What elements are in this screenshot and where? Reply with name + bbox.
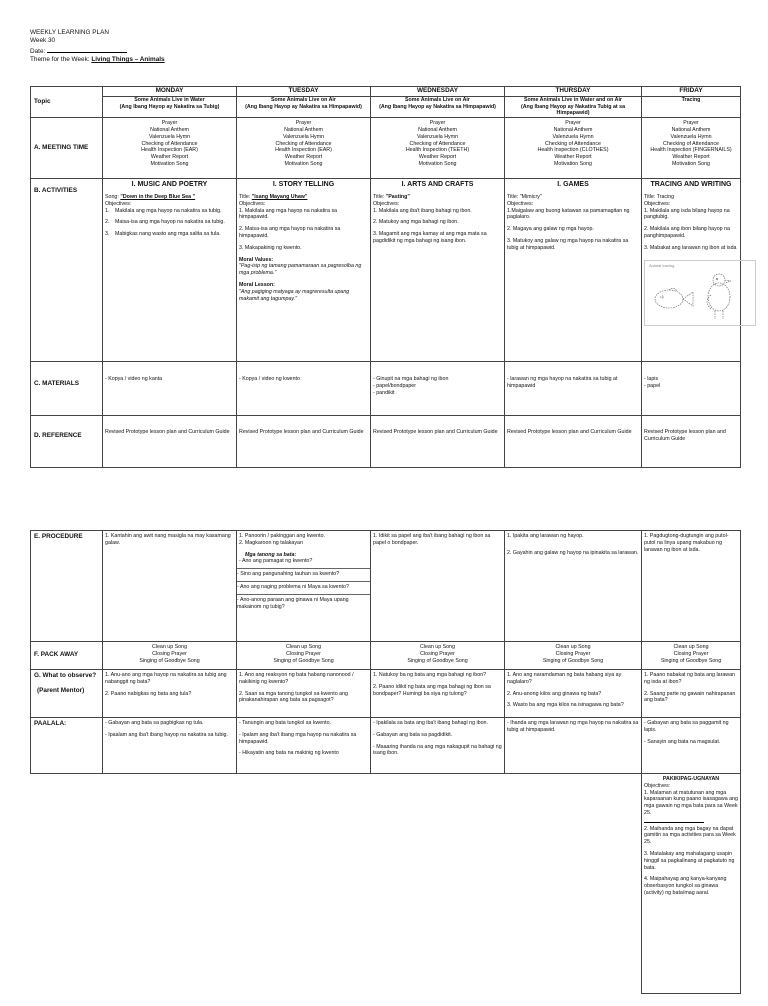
meeting-label: A. MEETING TIME bbox=[31, 118, 103, 179]
tuesday-paalala: - Tanungin ang bata tungkol sa kwento. - Ipalam ang iba't ibang mga hayop na nakatira sa himpapawid. - Hikayatin ang bata na makinig ng kwento bbox=[237, 718, 371, 774]
tuesday-procedure: 1. Panoorin / pakinggan ang kwento. 2. Magkaroon ng talakayan Mga tanong sa bata: - Ano ang pamagat ng kwento? - Sino ang pangunahing tauhan sa kwento? - Ano ang naging problema ni Maya sa kwento? - Ano-anong paraan ang ginawa ni Maya upang makainom ng tubig? bbox=[237, 531, 371, 642]
paalala-label: PAALALA: bbox=[31, 718, 103, 774]
wednesday-packaway: Clean up Song Closing Prayer Singing of Goodbye Song bbox=[371, 642, 505, 670]
theme-line: Theme for the Week: Living Things – Animals bbox=[30, 56, 165, 64]
procedure-row bbox=[31, 531, 741, 642]
paalala-row bbox=[31, 718, 741, 774]
wednesday-observe: 1. Natukoy ba ng bata ang mga bahagi ng ibon? 2. Paano idikit ng bata ang mga bahagi ng ibon sa bondpaper? Humingi ba siya ng tulong? bbox=[371, 670, 505, 718]
tuesday-packaway: Clean up Song Closing Prayer Singing of Goodbye Song bbox=[237, 642, 371, 670]
thursday-procedure: 1. Ipakita ang larawan ng hayop. 2. Gayahin ang galaw ng hayop na ipinakita sa larawan. bbox=[505, 531, 642, 642]
thursday-observe: 1. Ano ang naramdaman ng bata habang siya ay naglalaro? 2. Anu-anong kilos ang ginawa ng bata? 3. Wasto ba ang mga kilos na isinagawa ng bata? bbox=[505, 670, 642, 718]
monday-observe: 1. Anu-ano ang mga hayop na nakatira sa tubig ang nabanggit ng bata? 2. Paano nabigkas ng bata ang tula? bbox=[103, 670, 237, 718]
packaway-label: F. PACK AWAY bbox=[31, 642, 103, 670]
friday-activity: TRACING AND WRITING Title: Tracing Objectives: 1. Makilala ang isda bilang hayop na pangtubig. 2. Makilala ang ibon bilang hayop na panghimpapawid. 3. Mabakat ang larawan ng ibon at isda Animal tracing bbox=[642, 179, 741, 362]
monday-materials: - Kopya / video ng kanta bbox=[103, 362, 237, 416]
plan-title: WEEKLY LEARNING PLAN bbox=[30, 29, 109, 36]
materials-label: C. MATERIALS bbox=[31, 362, 103, 416]
wednesday-materials: - Ginupit na mga bahagi ng ibon - papel/bondpaper - pandikit bbox=[371, 362, 505, 416]
friday-activity-title: TRACING AND WRITING bbox=[650, 181, 732, 189]
monday-packaway: Clean up Song Closing Prayer Singing of Goodbye Song bbox=[103, 642, 237, 670]
monday-topic: MONDAY Some Animals Live in Water (Ang Ibang Hayop ay Nakatira sa Tubig) bbox=[103, 87, 237, 118]
pakikipag-ugnayan-box: PAKIKIPAG-UGNAYAN Objectives: 1. Malaman at matutunan ang mga kaparaanan kung paano isasagawa ang mga gawain ng mga bata para sa Week 25. 2. Maihanda ang mga bagay na dapat gamitin sa mga activities para sa Week 25. 3. Matalakay ang mahalagang usapin hinggil sa pagkalinang at pagkatuto ng bata. 4. Maipahayag ang kanya-kanyang obserbasyon tungkol sa ginawa (activity) ng bata/mag aaral. bbox=[642, 774, 741, 994]
craft-title: "Pasting" bbox=[385, 193, 410, 200]
reference-row bbox=[31, 416, 741, 468]
tuesday-activity: I. STORY TELLING Title: "Isang Mayang Uhaw" Objectives: 1. Makilala ang mga hayop na nakatira sa himpapawid. 2. Maisa-isa ang mga hayop na nakatira sa himpapawid. 3. Makapakinig ng kwento. Moral Values: "Pag-isip ng tamang pamamaraan sa pagresolba ng mga problema." Moral Lesson: "Ang pagiging matyaga ay magreresulta upang makamit ang tagumpay." bbox=[237, 179, 371, 362]
wednesday-paalala: - Ipakilala sa bata ang iba't ibang bahagi ng ibon. - Gabayan ang bata sa pagdidikit. - Maaaring ihanda na ang mga nakagupit na bahagi ng isang ibon. bbox=[371, 718, 505, 774]
friday-paalala: - Gabayan ang bata sa paggamit ng lapis. - Sanayin ang bata na magsulat. bbox=[642, 718, 741, 774]
monday-reference: Revised Prototype lesson plan and Curriculum Guide bbox=[103, 416, 237, 468]
topic-label: Topic bbox=[31, 87, 103, 118]
friday-observe: 1. Paano nabakat ng bata ang larawan ng isda at ibon? 2. Saang parte ng gawain nahirapanan ang bata? bbox=[642, 670, 741, 718]
monday-procedure: 1. Kantahin ang awit nang masigla na may kasamang galaw. bbox=[103, 531, 237, 642]
monday-meeting: Prayer National Anthem Valenzuela Hymn Checking of Attendance Health Inspection (EAR) Weather Report Motivation Song bbox=[103, 118, 237, 179]
wednesday-activity: I. ARTS AND CRAFTS Title: "Pasting" Objectives: 1. Makilala ang iba't ibang bahagi ng ibon. 2. Matukoy ang mga bahagi ng ibon. 3. Magamit ang mga kamay at ang mga mata sa pagdidikit ng mga bahagi ng isang ibon. bbox=[371, 179, 505, 362]
wednesday-reference: Revised Prototype lesson plan and Curriculum Guide bbox=[371, 416, 505, 468]
friday-packaway: Clean up Song Closing Prayer Singing of Goodbye Song bbox=[642, 642, 741, 670]
monday-activity-title: I. MUSIC AND POETRY bbox=[131, 181, 208, 189]
procedure-label: E. PROCEDURE bbox=[31, 531, 103, 642]
thursday-paalala: - Ihanda ang mga larawan ng mga hayop na nakatira sa tubig at himpapawid. bbox=[505, 718, 642, 774]
monday-paalala: - Gabayan ang bata sa pagbigkas ng tula. - Ipaalam ang iba't ibang hayop na nakatira sa tubig. bbox=[103, 718, 237, 774]
tuesday-activity-title: I. STORY TELLING bbox=[272, 181, 335, 189]
observe-label: G. What to observe? (Parent Mentor) bbox=[31, 670, 103, 718]
thursday-topic: THURSDAY Some Animals Live in Water and on Air (Ang Ibang Hayop ay Nakatira Tubig at sa Himpapawid) bbox=[505, 87, 642, 118]
plan-header bbox=[30, 29, 165, 65]
tuesday-topic: TUESDAY Some Animals Live on Air (Ang Ibang Hayop ay Nakatira sa Himpapawid) bbox=[237, 87, 371, 118]
observe-row bbox=[31, 670, 741, 718]
tuesday-materials: - Kopya / video ng kwento bbox=[237, 362, 371, 416]
tuesday-reference: Revised Prototype lesson plan and Curriculum Guide bbox=[237, 416, 371, 468]
activities-row bbox=[31, 179, 741, 362]
tuesday-observe: 1. Ano ang reaksyon ng bata habang nanonood / nakikinig ng kwento? 2. Saan sa mga tanong tungkol sa kwento ang pinakanahirapan ang bata sa pagsagot? bbox=[237, 670, 371, 718]
week-label: Week 30 bbox=[30, 37, 56, 45]
tuesday-meeting: Prayer National Anthem Valenzuela Hymn Checking of Attendance Health Inspection (EAR) Weather Report Motivation Song bbox=[237, 118, 371, 179]
materials-row bbox=[31, 362, 741, 416]
pakikipag-row bbox=[31, 774, 741, 994]
thursday-reference: Revised Prototype lesson plan and Curriculum Guide bbox=[505, 416, 642, 468]
activities-label: B. ACTIVITIES bbox=[31, 179, 103, 362]
plan-table-top bbox=[30, 86, 741, 468]
wednesday-topic: WEDNESDAY Some Animals Live on Air (Ang Ibang Hayop ay Nakatira sa Himpapawid) bbox=[371, 87, 505, 118]
date-line: Date: bbox=[30, 46, 165, 56]
story-title: "Isang Mayang Uhaw" bbox=[251, 193, 308, 200]
wednesday-procedure: 1. Idikit sa papel ang iba't ibang bahagi ng ibon sa papel o bondpaper. bbox=[371, 531, 505, 642]
fish-bird-tracing-icon bbox=[645, 261, 755, 325]
friday-materials: - lapis - papel bbox=[642, 362, 741, 416]
thursday-activity-title: I. GAMES bbox=[557, 181, 589, 189]
friday-procedure: 1. Pagdugtong-dugtungin ang putol-putol na linya upang makabuo ng larawan ng ibon at isda. bbox=[642, 531, 741, 642]
plan-table-bottom bbox=[30, 530, 741, 994]
friday-reference: Revised Prototype lesson plan and Curriculum Guide bbox=[642, 416, 741, 468]
song-name: "Down in the Deep Blue Sea " bbox=[120, 193, 196, 200]
friday-topic: FRIDAY Tracing bbox=[642, 87, 741, 118]
date-blank bbox=[47, 46, 127, 53]
topic-row bbox=[31, 87, 741, 118]
thursday-materials: - larawan ng mga hayop na nakatira sa tubig at himpapawid bbox=[505, 362, 642, 416]
meeting-row bbox=[31, 118, 741, 179]
thursday-packaway: Clean up Song Closing Prayer Singing of Goodbye Song bbox=[505, 642, 642, 670]
packaway-row bbox=[31, 642, 741, 670]
week-blank bbox=[644, 817, 704, 823]
pakikipag-title: PAKIKIPAG-UGNAYAN bbox=[662, 776, 720, 782]
wednesday-meeting: Prayer National Anthem Valenzuela Hymn Checking of Attendance Health Inspection (TEETH) Weather Report Motivation Song bbox=[371, 118, 505, 179]
thursday-meeting: Prayer National Anthem Valenzuela Hymn Checking of Attendance Health Inspection (CLOTHES) Weather Report Motivation Song bbox=[505, 118, 642, 179]
reference-label: D. REFERENCE bbox=[31, 416, 103, 468]
monday-activity: I. MUSIC AND POETRY Song: "Down in the Deep Blue Sea " Objectives: 1. Makilala ang mga hayop na nakatira sa tubig. 2. Maisa-isa ang mga hayop na nakatira sa tubig. 3. Mabigkas nang wasto ang mga salita sa tula. bbox=[103, 179, 237, 362]
wednesday-activity-title: I. ARTS AND CRAFTS bbox=[401, 181, 474, 189]
thursday-activity: I. GAMES Title: "Mimicry" Objectives: 1.Maigalaw ang buong katawan sa pamamagitan ng paglalaro. 2. Magaya ang galaw ng mga hayop. 3. Matukoy ang galaw ng mga hayop na nakatira sa tubig at himpapawid. bbox=[505, 179, 642, 362]
friday-meeting: Prayer National Anthem Valenzuela Hymn Checking of Attendance Health Inspection (FINGERNAILS) Weather Report Motivation Song bbox=[642, 118, 741, 179]
theme-value: Living Things – Animals bbox=[91, 56, 165, 64]
tracing-worksheet-image: Animal tracing bbox=[644, 260, 756, 326]
